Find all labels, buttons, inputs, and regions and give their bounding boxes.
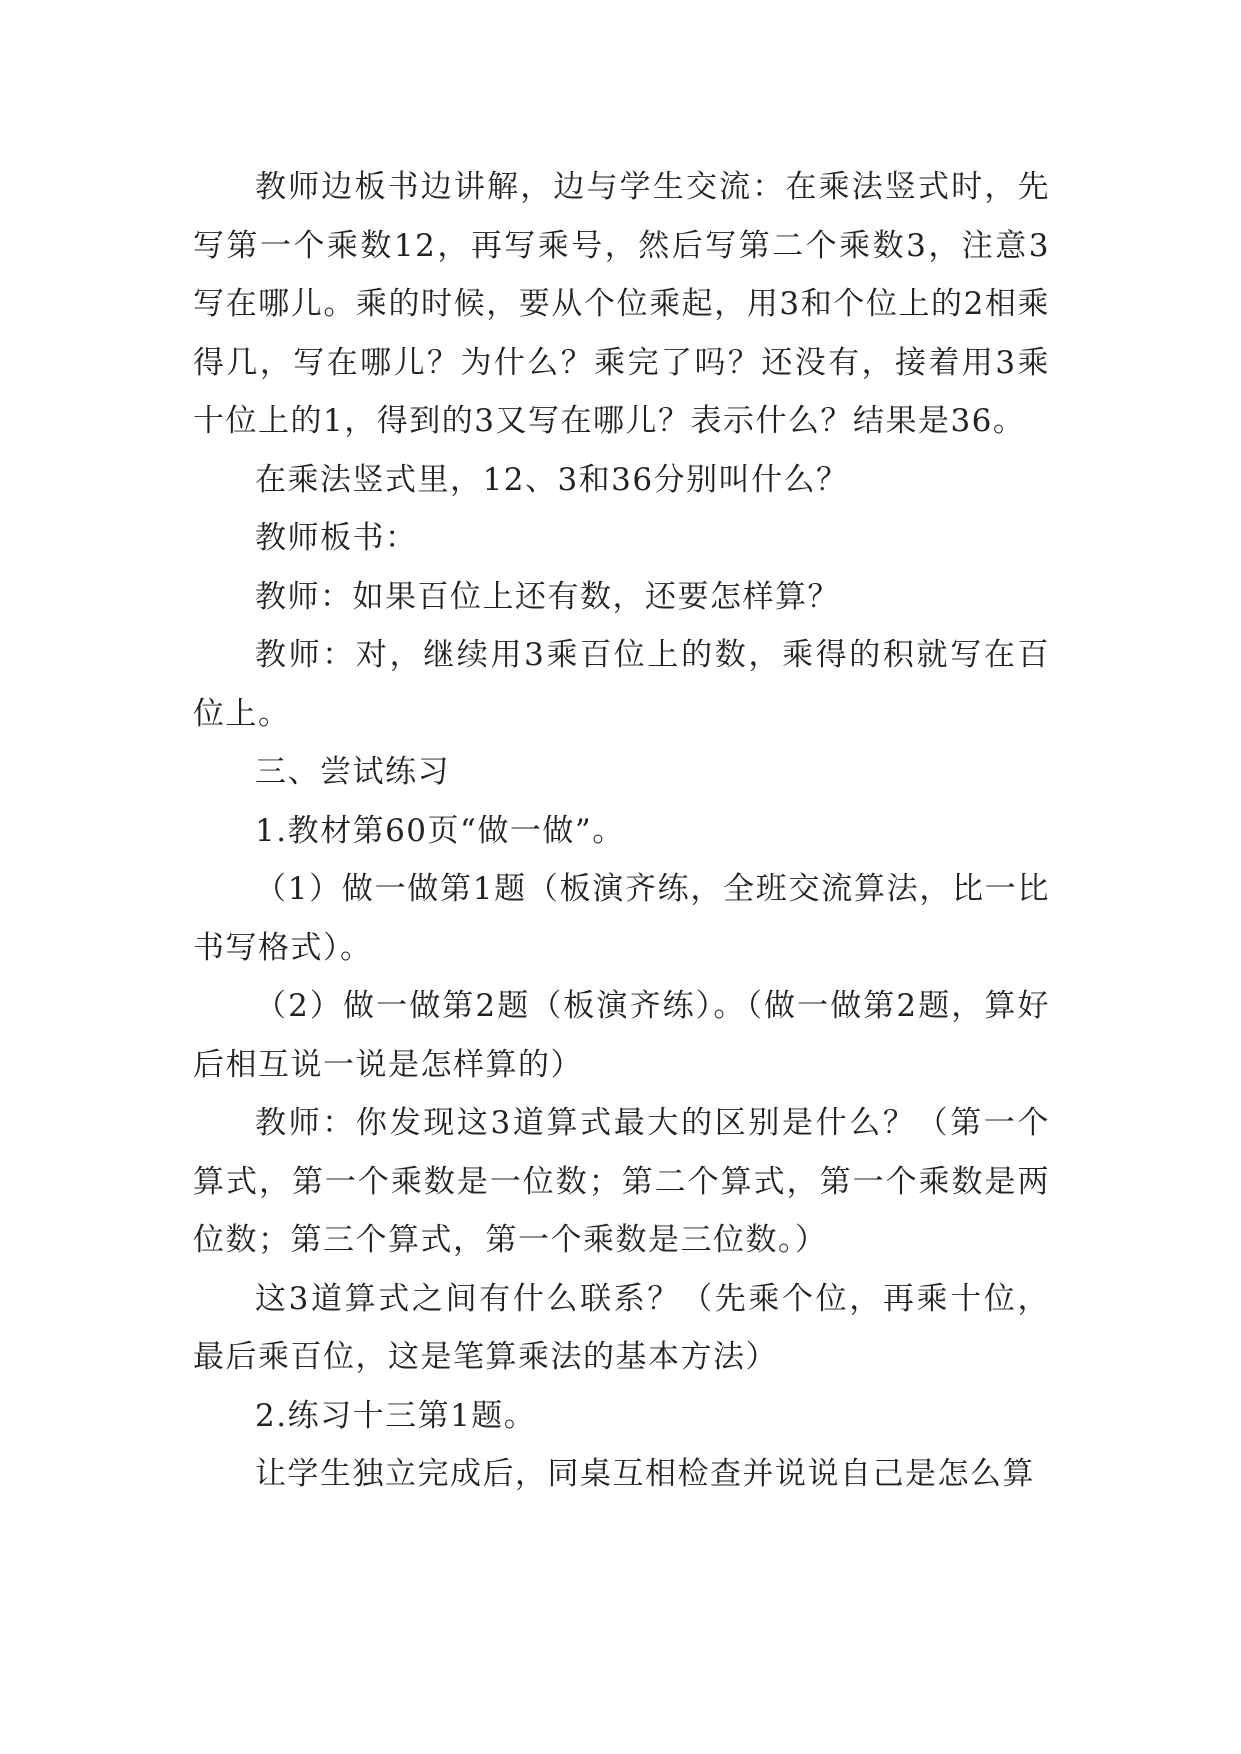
- section-heading-practice: 三、尝试练习: [255, 754, 450, 790]
- paragraph-hundreds-question: 教师：如果百位上还有数，还要怎样算？: [255, 578, 840, 615]
- paragraph-textbook-item: 1.教材第60页“做一做”。: [255, 812, 625, 849]
- paragraph-relation-question: 这3道算式之间有什么联系？（先乘个位，再乘十位，最后乘百位，这是笔算乘法的基本方法）: [193, 1280, 1050, 1375]
- paragraph-independent-work: 让学生独立完成后，同桌互相检查并说说自己是怎么算: [255, 1456, 1035, 1492]
- paragraph-hundreds-answer: 教师：对，继续用3乘百位上的数，乘得的积就写在百位上。: [193, 637, 1050, 732]
- document-body: [193, 158, 1050, 1504]
- paragraph-explanation: 教师边板书边讲解，边与学生交流：在乘法竖式时，先写第一个乘数12，再写乘号，然后写第二个乘数3，注意3写在哪儿。乘的时候，要从个位乘起，用3和个位上的2相乘得几，写在哪儿？为什么？乘完了吗？还没有，接着用3乘十位上的1，得到的3又写在哪儿？表示什么？结果是36。: [193, 169, 1050, 439]
- paragraph-board-writing: 教师板书：: [255, 520, 418, 556]
- paragraph-difference-question: 教师：你发现这3道算式最大的区别是什么？（第一个算式，第一个乘数是一位数；第二个算式，第一个乘数是两位数；第三个算式，第一个乘数是三位数。）: [193, 1105, 1050, 1258]
- paragraph-exercise-2: （2）做一做第2题（板演齐练）。（做一做第2题，算好后相互说一说是怎样算的）: [193, 988, 1050, 1083]
- paragraph-exercise-1: （1）做一做第1题（板演齐练，全班交流算法，比一比书写格式）。: [193, 871, 1050, 966]
- paragraph-practice-13: 2.练习十三第1题。: [255, 1397, 537, 1434]
- paragraph-question-names: 在乘法竖式里，12、3和36分别叫什么？: [255, 461, 849, 498]
